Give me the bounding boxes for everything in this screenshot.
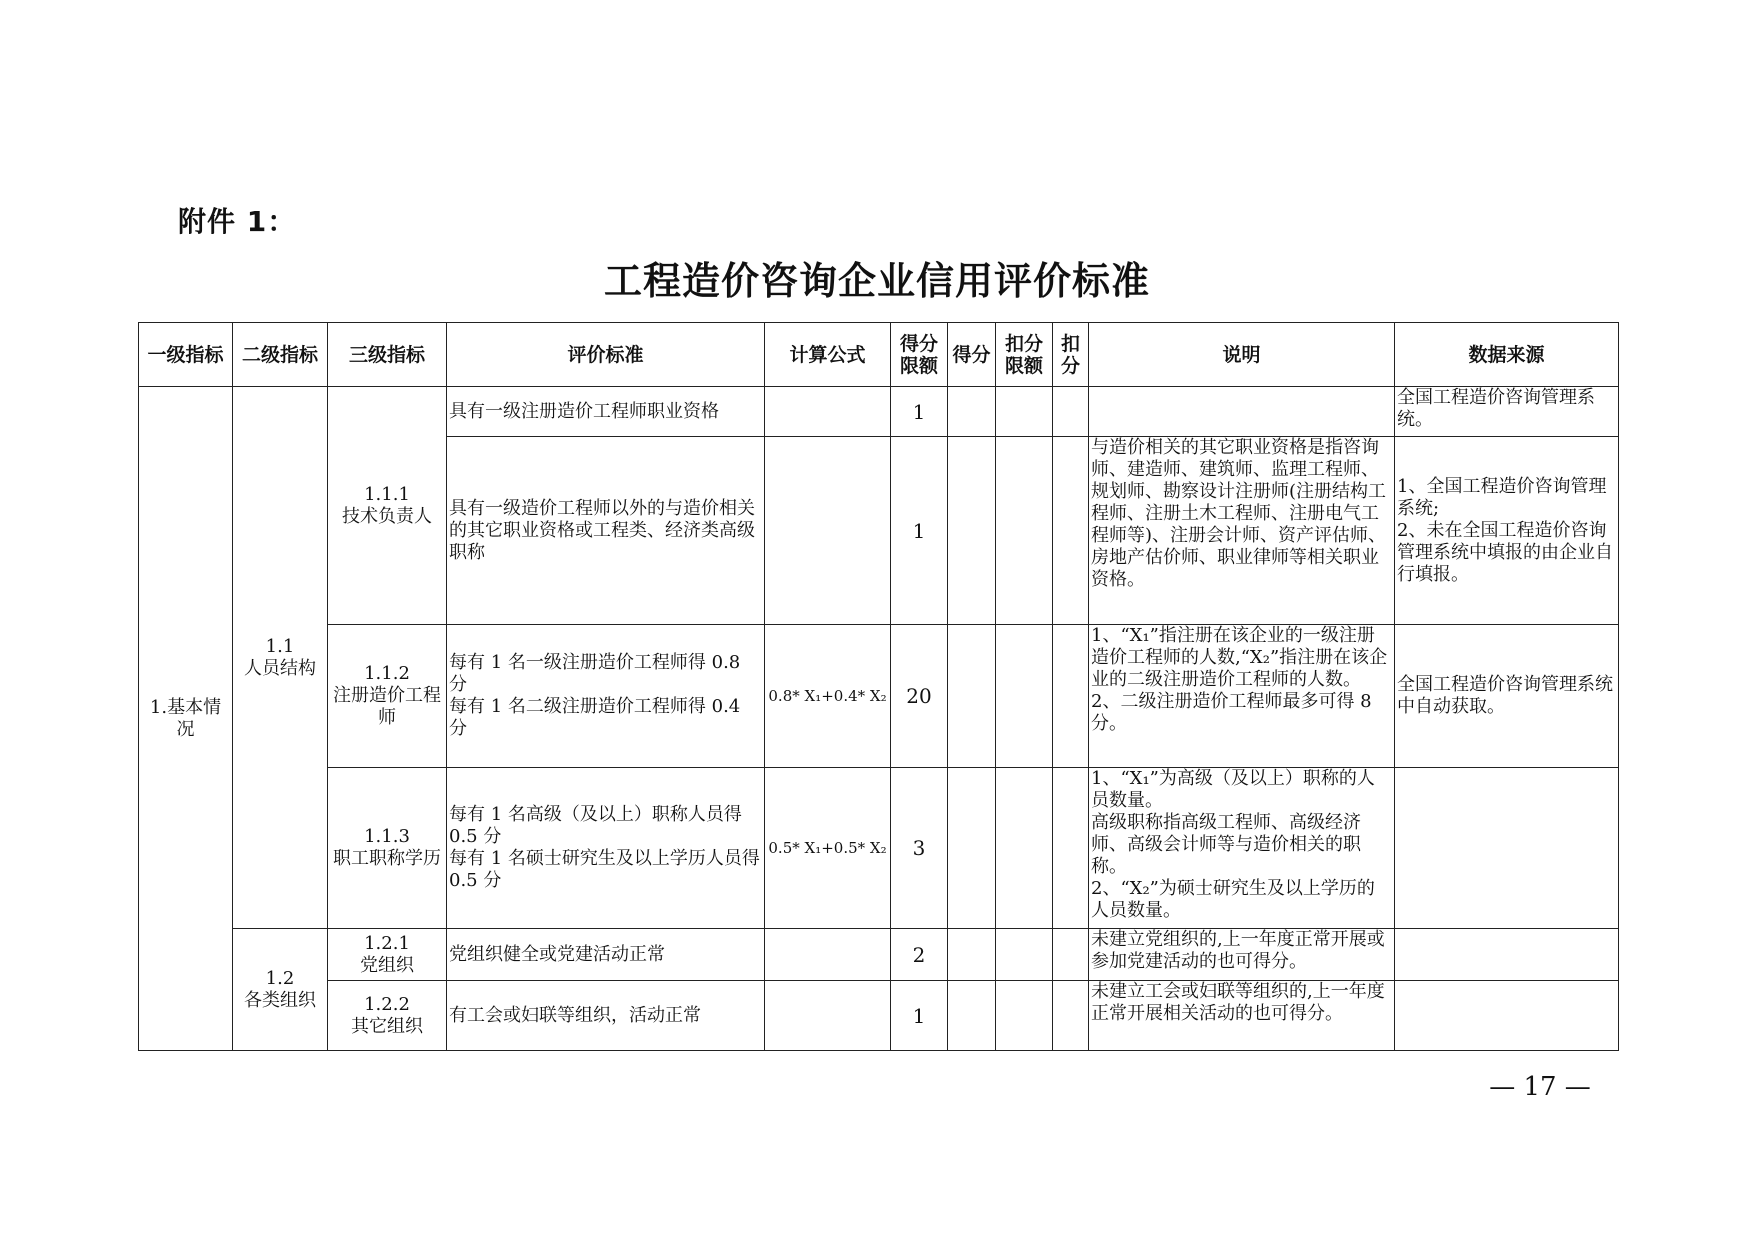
header-cell: 二级指标: [233, 323, 328, 387]
header-cell: 三级指标: [328, 323, 447, 387]
table-row: [139, 929, 1619, 981]
source-cell: 全国工程造价咨询管理系统中自动获取。: [1395, 625, 1619, 768]
source-line: 1、全国工程造价咨询管理系统;: [1397, 475, 1607, 519]
table-row: [139, 387, 1619, 437]
level2-indicator-1-1: [233, 387, 328, 929]
source-cell: [1395, 437, 1619, 625]
deduction-cell: [1053, 981, 1089, 1051]
standard-line: 每有 1 名硕士研究生及以上学历人员得 0.5 分: [449, 848, 760, 891]
note-line: 高级职称指高级工程师、高级经济师、高级会计师等与造价相关的职称。: [1091, 812, 1361, 877]
header-cell: 扣分: [1053, 323, 1089, 387]
deduction-limit-cell: [996, 437, 1053, 625]
level2-name: 人员结构: [244, 657, 316, 679]
source-cell: 全国工程造价咨询管理系统。: [1395, 387, 1619, 437]
level3-name: 注册造价工程师: [333, 685, 441, 728]
note-cell: 与造价相关的其它职业资格是指咨询师、建造师、建筑师、监理工程师、规划师、勘察设计注册师(注册结构工程师、注册土木工程师、注册电气工程师等)、注册会计师、资产评估师、房地产估价师、职业律师等相关职业资格。: [1089, 437, 1395, 625]
score-cell: [948, 437, 996, 625]
deduction-limit-cell: [996, 625, 1053, 768]
score-limit-cell: 1: [891, 387, 948, 437]
level3-name: 党组织: [360, 954, 414, 976]
annex-label: 附件 1：: [178, 205, 297, 238]
note-cell: [1089, 625, 1395, 768]
table-row: [139, 625, 1619, 768]
level1-indicator: [139, 387, 233, 1051]
standard-cell: 党组织健全或党建活动正常: [447, 929, 765, 981]
level2-indicator-1-2: [233, 929, 328, 1051]
level2-name: 各类组织: [244, 989, 316, 1011]
standard-line: 每有 1 名二级注册造价工程师得 0.4 分: [449, 696, 741, 739]
header-cell: 扣分限额: [996, 323, 1053, 387]
standard-line: 每有 1 名高级（及以上）职称人员得 0.5 分: [449, 804, 742, 847]
deduction-limit-cell: [996, 929, 1053, 981]
level3-indicator-1-1-1: [328, 387, 447, 625]
note-cell: 未建立工会或妇联等组织的,上一年度正常开展相关活动的也可得分。: [1089, 981, 1395, 1051]
header-cell: 数据来源: [1395, 323, 1619, 387]
table-header-row: [139, 323, 1619, 387]
header-cell: 计算公式: [765, 323, 891, 387]
level3-indicator-1-2-1: [328, 929, 447, 981]
source-cell: [1395, 768, 1619, 929]
formula-cell: 0.5* X₁+0.5* X₂: [765, 768, 891, 929]
score-cell: [948, 625, 996, 768]
standard-line: 每有 1 名一级注册造价工程师得 0.8 分: [449, 652, 741, 695]
formula-cell: [765, 929, 891, 981]
formula-cell: [765, 437, 891, 625]
score-cell: [948, 768, 996, 929]
header-cell: 得分限额: [891, 323, 948, 387]
standard-cell: 有工会或妇联等组织，活动正常: [447, 981, 765, 1051]
level1-label: 1.基本情况: [149, 696, 222, 740]
document-title: 工程造价咨询企业信用评价标准: [603, 258, 1150, 303]
note-cell: 未建立党组织的,上一年度正常开展或参加党建活动的也可得分。: [1089, 929, 1395, 981]
note-line: 1、“X₁”为高级（及以上）职称的人员数量。: [1091, 768, 1375, 811]
source-line: 2、未在全国工程造价咨询管理系统中填报的由企业自行填报。: [1397, 519, 1613, 585]
level3-code: 1.1.3: [364, 826, 410, 847]
deduction-cell: [1053, 929, 1089, 981]
score-limit-cell: 20: [891, 625, 948, 768]
score-cell: [948, 929, 996, 981]
formula-cell: [765, 387, 891, 437]
header-cell: 得分: [948, 323, 996, 387]
level2-code: 1.1: [265, 635, 295, 657]
level3-code: 1.1.1: [364, 483, 410, 505]
note-line: 2、“X₂”为硕士研究生及以上学历的人员数量。: [1091, 878, 1375, 921]
header-cell: 说明: [1089, 323, 1395, 387]
table-row: [139, 981, 1619, 1051]
level3-indicator-1-2-2: [328, 981, 447, 1051]
table-row: [139, 768, 1619, 929]
level3-indicator-1-1-2: [328, 625, 447, 768]
standard-cell: [447, 768, 765, 929]
page-number: — 17 —: [1489, 1072, 1591, 1102]
credit-evaluation-table: [138, 322, 1619, 1051]
deduction-limit-cell: [996, 981, 1053, 1051]
source-cell: [1395, 929, 1619, 981]
standard-cell: 具有一级注册造价工程师职业资格: [447, 387, 765, 437]
level3-name: 技术负责人: [342, 505, 432, 527]
deduction-cell: [1053, 625, 1089, 768]
formula-cell: [765, 981, 891, 1051]
level2-code: 1.2: [265, 967, 295, 989]
standard-cell: [447, 625, 765, 768]
score-cell: [948, 387, 996, 437]
source-cell: [1395, 981, 1619, 1051]
note-cell: [1089, 768, 1395, 929]
note-line: 1、“X₁”指注册在该企业的一级注册造价工程师的人数,“X₂”指注册在该企业的二级注册造价工程师的人数。: [1091, 625, 1388, 690]
header-cell: 评价标准: [447, 323, 765, 387]
note-cell: [1089, 387, 1395, 437]
deduction-cell: [1053, 768, 1089, 929]
score-limit-cell: 1: [891, 981, 948, 1051]
header-cell: 一级指标: [139, 323, 233, 387]
score-limit-cell: 3: [891, 768, 948, 929]
note-line: 2、二级注册造价工程师最多可得 8 分。: [1091, 691, 1372, 734]
level3-code: 1.1.2: [364, 663, 410, 684]
deduction-cell: [1053, 387, 1089, 437]
score-cell: [948, 981, 996, 1051]
level3-indicator-1-1-3: [328, 768, 447, 929]
deduction-limit-cell: [996, 387, 1053, 437]
level3-name: 职工职称学历: [333, 848, 441, 869]
level3-code: 1.2.1: [364, 932, 410, 954]
formula-cell: 0.8* X₁+0.4* X₂: [765, 625, 891, 768]
score-limit-cell: 1: [891, 437, 948, 625]
deduction-cell: [1053, 437, 1089, 625]
level3-name: 其它组织: [351, 1015, 423, 1037]
level3-code: 1.2.2: [364, 993, 410, 1015]
score-limit-cell: 2: [891, 929, 948, 981]
standard-cell: 具有一级造价工程师以外的与造价相关的其它职业资格或工程类、经济类高级职称: [447, 437, 765, 625]
deduction-limit-cell: [996, 768, 1053, 929]
